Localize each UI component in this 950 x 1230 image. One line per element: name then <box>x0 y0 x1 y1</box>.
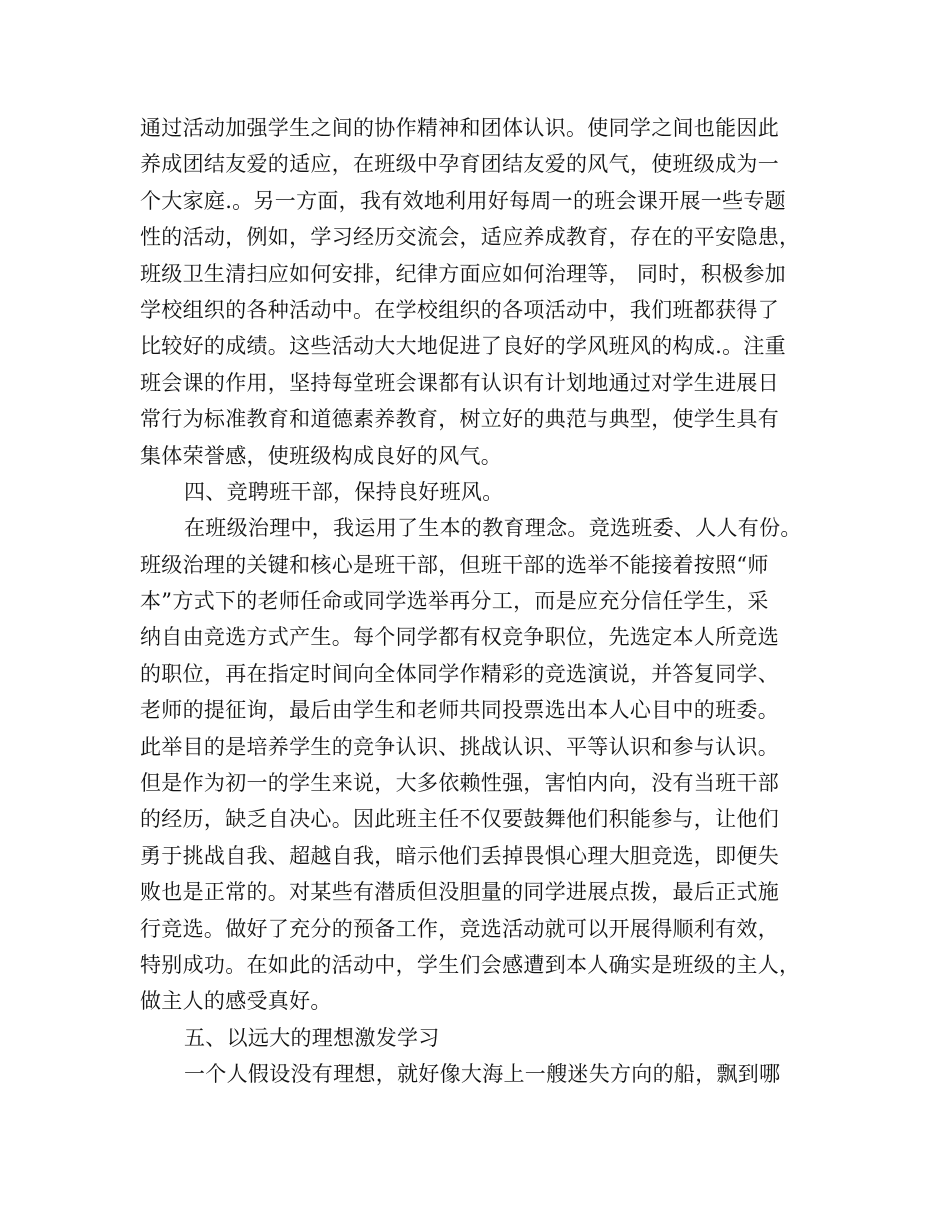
section-heading-four: 四、竞聘班干部，保持良好班风。 <box>184 479 504 504</box>
text-line: 班会课的作用，坚持每堂班会课都有认识有计划地通过对学生进展日 <box>140 370 779 395</box>
section-heading-five: 五、以远大的理想激发学习 <box>184 1025 440 1050</box>
text-line: 集体荣誉感，使班级构成良好的风气。 <box>140 443 503 468</box>
text-line: 特别成功。在如此的活动中，学生们会感遭到本人确实是班级的主人， <box>140 952 801 977</box>
text-line: 本”方式下的老师任命或同学选举再分工，而是应充分信任学生，采 <box>140 589 769 614</box>
text-line: 学校组织的各种活动中。在学校组织的各项活动中，我们班都获得了 <box>140 297 779 322</box>
text-line: 纳自由竞选方式产生。每个同学都有权竞争职位，先选定本人所竞选 <box>140 625 779 650</box>
paragraph-start-line: 在班级治理中，我运用了生本的教育理念。竞选班委、人人有份。 <box>184 516 802 541</box>
text-line: 勇于挑战自我、超越自我，暗示他们丢掉畏惧心理大胆竞选，即便失 <box>140 843 779 868</box>
body-text <box>140 110 830 1093</box>
text-line: 常行为标准教育和道德素养教育，树立好的典范与典型，使学生具有 <box>140 407 779 432</box>
text-line: 个大家庭.。另一方面，我有效地利用好每周一的班会课开展一些专题 <box>140 188 786 213</box>
text-line: 通过活动加强学生之间的协作精神和团体认识。使同学之间也能因此 <box>140 116 779 140</box>
text-line: 做主人的感受真好。 <box>140 989 332 1014</box>
text-line: 班级卫生清扫应如何安排，纪律方面应如何治理等， 同时，积极参加 <box>140 261 786 286</box>
text-line: 的经历，缺乏自决心。因此班主任不仅要鼓舞他们积能参与，让他们 <box>140 807 779 832</box>
text-line: 性的活动，例如，学习经历交流会，适应养成教育，存在的平安隐患， <box>140 225 801 250</box>
paragraph-start-line: 一个人假设没有理想，就好像大海上一艘迷失方向的船，飘到哪 <box>184 1062 781 1087</box>
text-line: 但是作为初一的学生来说，大多依赖性强，害怕内向，没有当班干部 <box>140 771 779 796</box>
text-line: 此举目的是培养学生的竞争认识、挑战认识、平等认识和参与认识。 <box>140 734 779 759</box>
text-line: 败也是正常的。对某些有潜质但没胆量的同学进展点拨，最后正式施 <box>140 880 779 905</box>
text-line: 老师的提征询，最后由学生和老师共同投票选出本人心目中的班委。 <box>140 698 779 723</box>
text-line: 比较好的成绩。这些活动大大地促进了良好的学风班风的构成.。注重 <box>140 334 786 359</box>
text-line: 养成团结友爱的适应，在班级中孕育团结友爱的风气，使班级成为一 <box>140 152 779 177</box>
text-line: 的职位，再在指定时间向全体同学作精彩的竞选演说，并答复同学、 <box>140 661 779 686</box>
text-line: 行竞选。做好了充分的预备工作，竞选活动就可以开展得顺利有效， <box>140 916 779 941</box>
text-line: 班级治理的关键和核心是班干部，但班干部的选举不能接着按照“师 <box>140 552 769 577</box>
